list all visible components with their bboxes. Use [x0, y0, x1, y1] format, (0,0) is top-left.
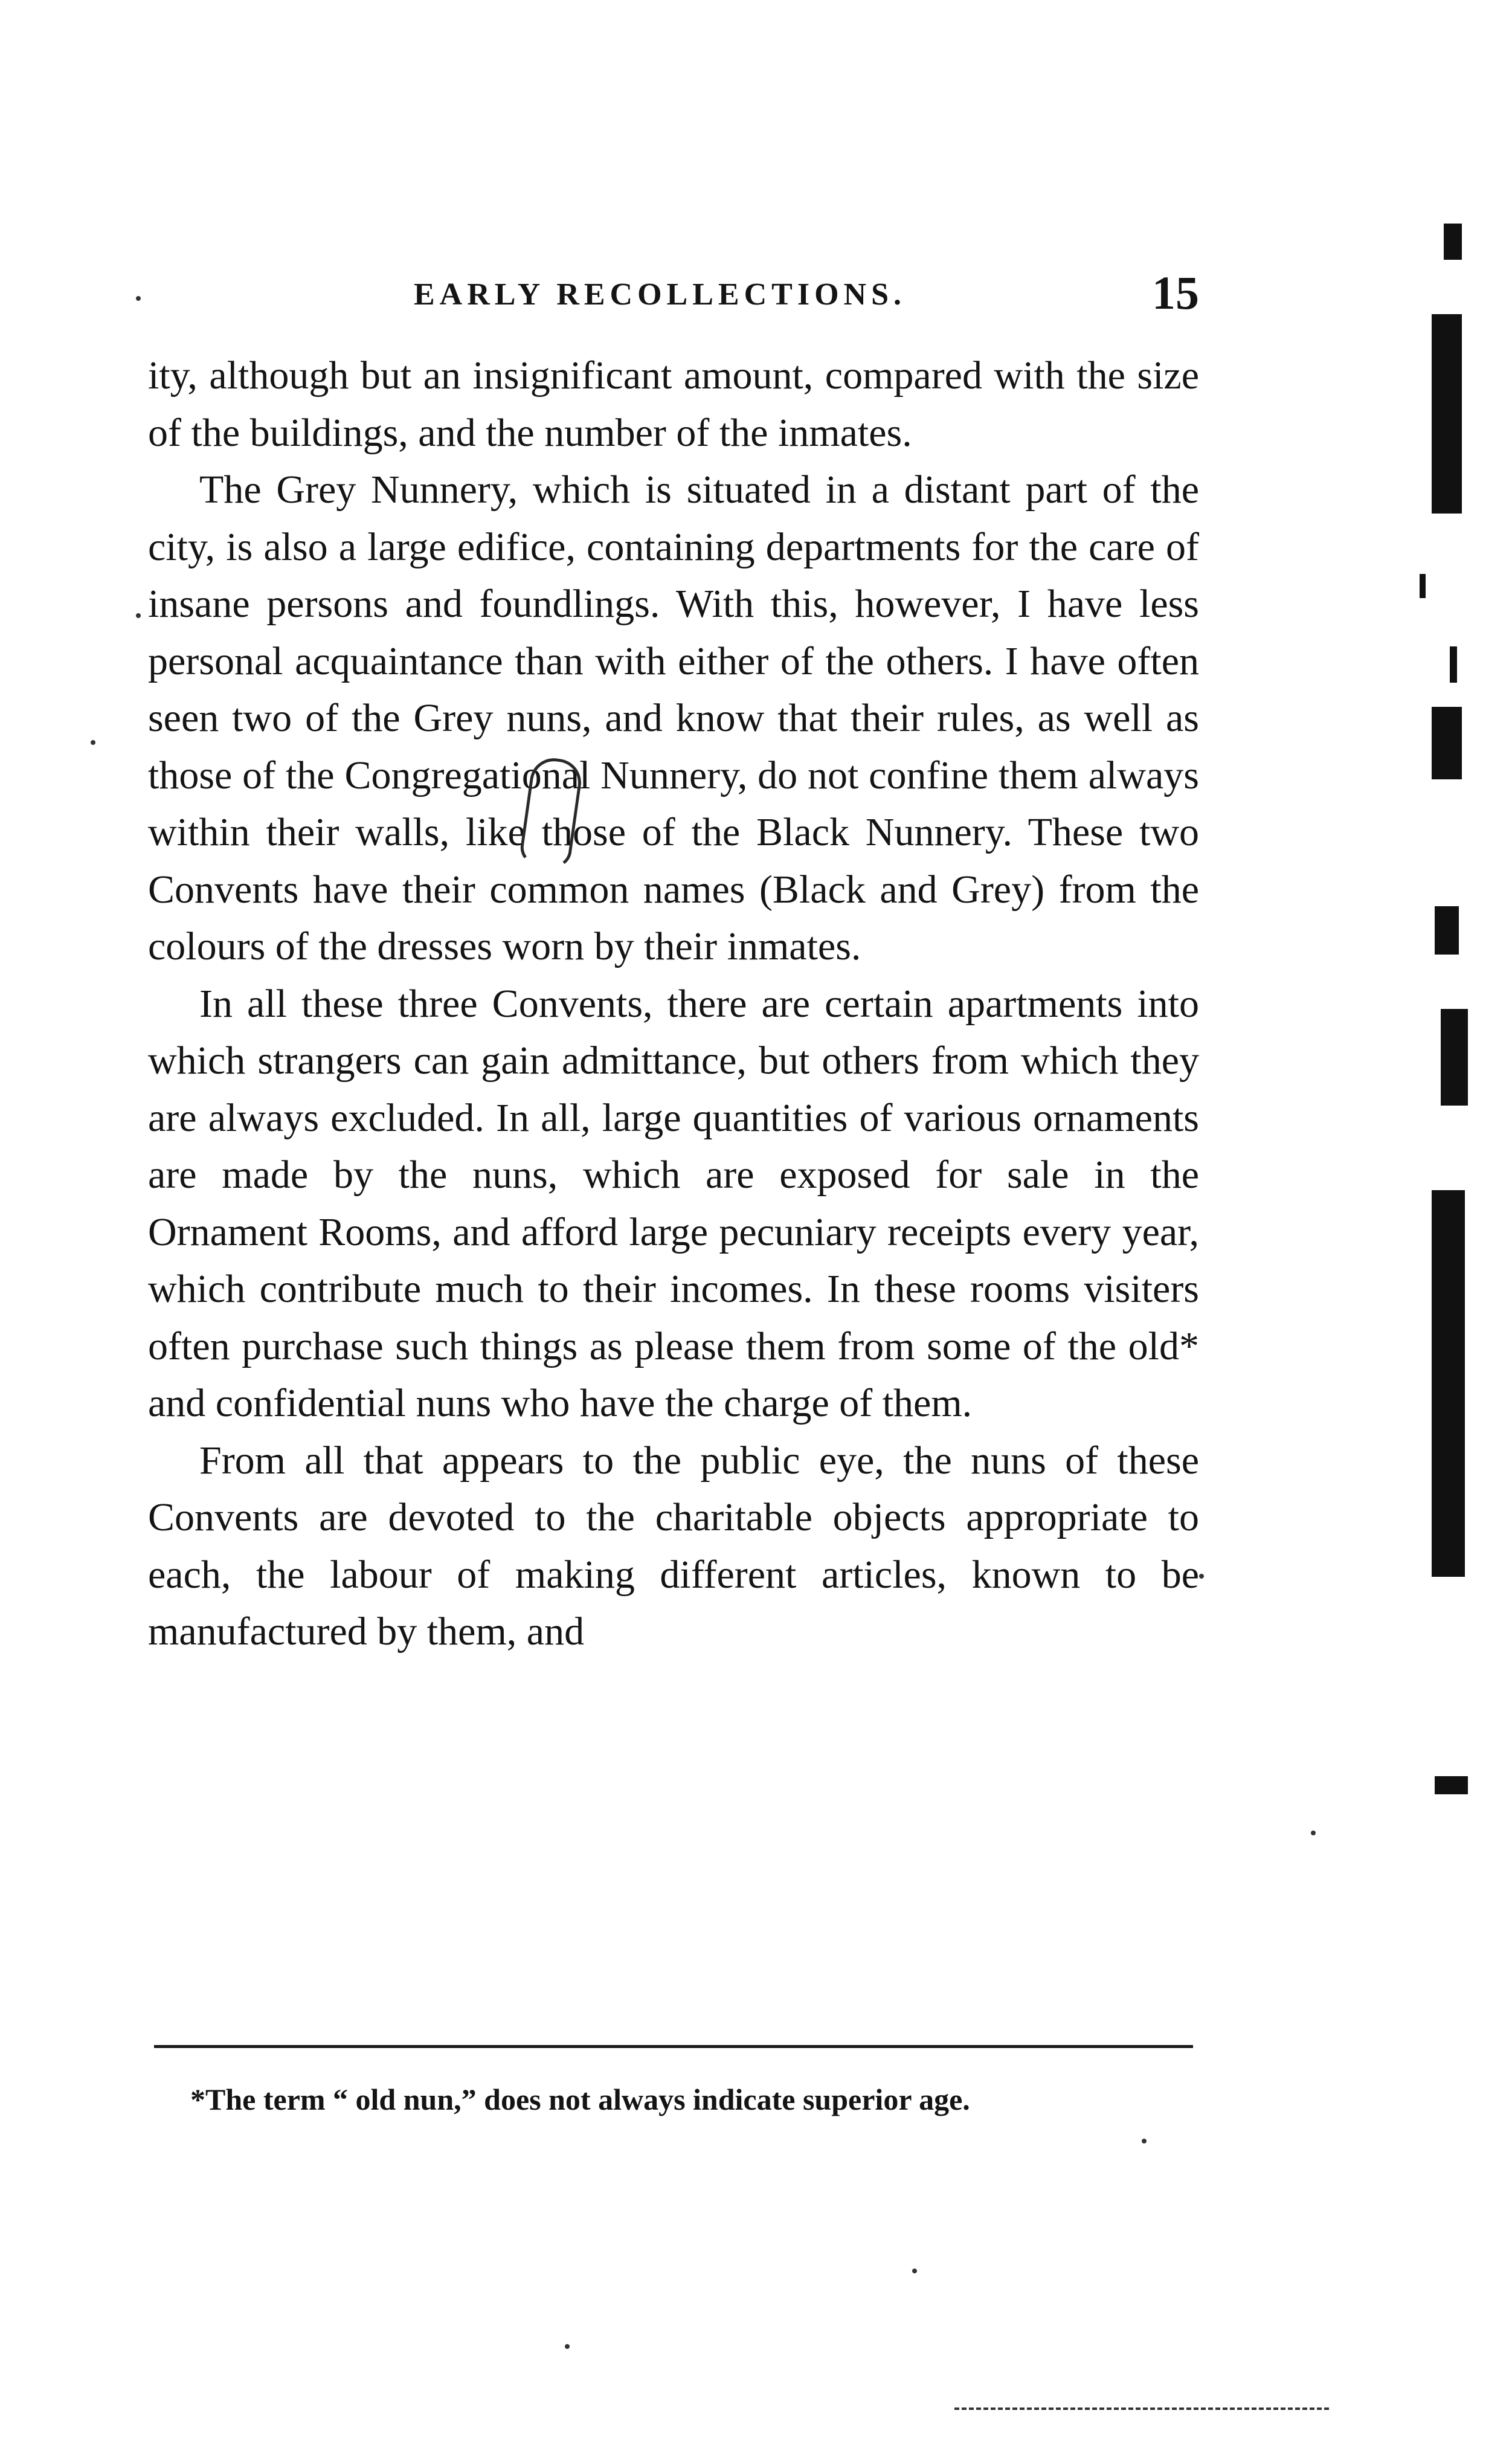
- scan-edge-artifact: [1407, 151, 1480, 1782]
- scan-speck: [136, 613, 141, 618]
- scan-speck: [912, 2269, 917, 2273]
- running-header: [148, 266, 1199, 326]
- paragraph-grey-nunnery: The Grey Nunnery, which is situated in a distant part of the city, is also a large edifice, containing departments for the care of insane persons and foundlings. With this, however, I have less personal acquaintance than with either of the others. I have often seen two of the Grey nuns, and know that their rules, as well as those of the Congregational Nunnery, do not confine them always within their walls, like those of the Black Nunnery. These two Convents have their common names (Black and Grey) from the colours of the dresses worn by their inmates.: [148, 468, 1199, 968]
- scan-speck: [1142, 2139, 1147, 2143]
- running-title: EARLY RECOLLECTIONS.: [414, 277, 907, 312]
- scan-speck: [91, 740, 95, 745]
- scan-speck: [136, 296, 141, 301]
- footnote: *The term “ old nun,” does not always indicate superior age.: [190, 2082, 970, 2116]
- footnote-divider: [154, 2045, 1193, 2048]
- scan-speck: [1311, 1831, 1316, 1835]
- scan-speck: [565, 2344, 570, 2349]
- scan-speck: [1199, 1574, 1204, 1579]
- body-text: [148, 347, 1199, 1661]
- page-number: 15: [1152, 266, 1199, 319]
- scan-noise: [954, 2408, 1329, 2415]
- paragraph-three-convents: In all these three Convents, there are certain apartments into which strangers can gain admittance, but others from which they are always excluded. In all, large quantities of various ornaments are made by the nuns, which are exposed for sale in the Ornament Rooms, and afford large pecuniary receipts every year, which contribute much to their incomes. In these rooms visiters often purchase such things as please them from some of the old* and confidential nuns who have the charge of them.: [148, 981, 1199, 1425]
- paragraph-continuation: ity, although but an insignificant amount, compared with the size of the buildings, and the number of the inmates.: [148, 353, 1199, 455]
- paragraph-public-eye: From all that appears to the public eye, the nuns of these Convents are devoted to the charitable objects appropriate to each, the labour of making different articles, known to be manufactured by them, and: [148, 1438, 1199, 1654]
